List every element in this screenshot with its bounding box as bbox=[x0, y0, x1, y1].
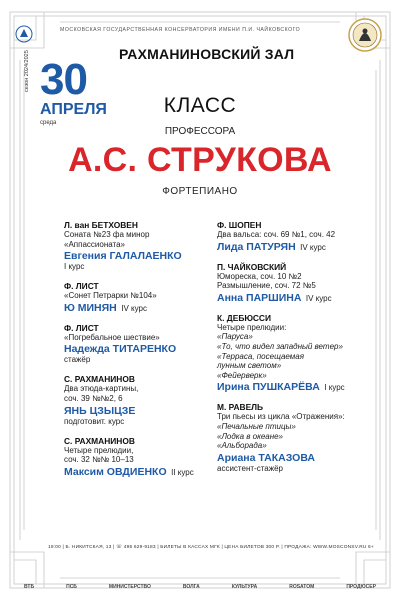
composer-name: Л. ван БЕТХОВЕН bbox=[64, 220, 138, 230]
performer-status: ассистент-стажёр bbox=[217, 463, 283, 473]
sponsor-logo: ПРОДЮСЕР bbox=[346, 584, 376, 590]
date-day: 30 bbox=[40, 55, 87, 104]
program-item bbox=[64, 374, 214, 426]
performer-line bbox=[64, 404, 214, 417]
composer-name: С. РАХМАНИНОВ bbox=[64, 435, 135, 446]
program-item bbox=[217, 220, 367, 253]
work-part: «То, что видел западный ветер» bbox=[217, 341, 343, 351]
work-part: «Фейерверк» bbox=[217, 370, 267, 380]
performer-line bbox=[64, 301, 214, 314]
work-title: соч. 32 №№ 10–13 bbox=[64, 455, 134, 465]
work-title: соч. 39 №№2, 6 bbox=[64, 393, 123, 403]
sponsor-logo: ВОЛГА bbox=[182, 584, 200, 590]
program-item bbox=[64, 220, 214, 272]
work-title: Два этюда-картины, bbox=[64, 384, 139, 394]
work-title: Соната №23 фа минор bbox=[64, 230, 150, 239]
performer-line bbox=[217, 380, 367, 393]
performer-name: Лида ПАТУРЯН bbox=[217, 240, 296, 253]
professor-name: А.С. СТРУКОВА bbox=[68, 141, 332, 179]
work-title: Четыре прелюдии, bbox=[64, 445, 134, 455]
work-title: Три пьесы из цикла «Отражения»: bbox=[217, 412, 345, 422]
work-part: «Терраса, посещаемая bbox=[217, 351, 304, 361]
program-item bbox=[64, 436, 214, 478]
performer-name: Ариана ТАКАЗОВА bbox=[217, 451, 315, 464]
sponsor-logo: КУЛЬТУРА bbox=[231, 584, 258, 590]
program-left-column bbox=[64, 220, 214, 487]
composer-name: П. ЧАЙКОВСКИЙ bbox=[217, 261, 287, 272]
program-item bbox=[217, 402, 367, 473]
composer-name: Ф. ШОПЕН bbox=[217, 220, 262, 230]
performer-year: II курс bbox=[171, 467, 194, 477]
performer-name: Максим ОВДИЕНКО bbox=[64, 465, 167, 478]
performer-name: Ирина ПУШКАРЁВА bbox=[217, 381, 320, 394]
program-item bbox=[64, 281, 214, 314]
performer-line bbox=[64, 249, 214, 262]
program-item bbox=[217, 262, 367, 304]
work-title: «Погребальное шествие» bbox=[64, 332, 160, 342]
sponsor-logo: ROSATOM bbox=[289, 584, 315, 590]
sponsor-logo: ПСБ bbox=[66, 584, 77, 590]
performer-name: Ю МИНЯН bbox=[64, 301, 117, 314]
title-professor: ПРОФЕССОРА bbox=[164, 126, 236, 137]
hall-name: РАХМАНИНОВСКИЙ ЗАЛ bbox=[119, 46, 295, 62]
performer-name: Евгения ГАЛАЛАЕНКО bbox=[64, 250, 182, 263]
composer-name: М. РАВЕЛЬ bbox=[217, 402, 264, 413]
performer-name: ЯНЬ ЦЗЫЦЗЕ bbox=[64, 404, 136, 417]
institution-name: МОСКОВСКАЯ ГОСУДАРСТВЕННАЯ КОНСЕРВАТОРИЯ ИМЕНИ П.И. ЧАЙКОВСКОГО bbox=[60, 27, 301, 33]
program-right-column bbox=[217, 220, 367, 483]
performer-line bbox=[217, 240, 367, 253]
work-part: «Паруса» bbox=[217, 332, 253, 342]
season-label: сезон 2024/2025 bbox=[24, 50, 30, 92]
work-part: «Печальные птицы» bbox=[217, 421, 296, 431]
footer-info: 19:00 | Б. НИКИТСКАЯ, 13 | ☏ 495 629-9183 | БИЛЕТЫ В КАССАХ МГК | ЦЕНА БИЛЕТОВ 300 Р. | ПРОДАЖА: WWW.MOSCONSV.RU 6+ bbox=[48, 545, 374, 550]
work-title: Два вальса: соч. 69 №1, соч. 42 bbox=[217, 230, 336, 239]
performer-year: I курс bbox=[324, 383, 345, 393]
performer-name: Надежда ТИТАРЕНКО bbox=[64, 343, 177, 356]
sponsor-logo: МИНИСТЕРСТВО bbox=[108, 584, 151, 590]
work-title: «Аппассионата» bbox=[64, 239, 125, 249]
performer-line bbox=[217, 291, 367, 304]
performer-year: IV курс bbox=[121, 303, 147, 313]
work-title: Размышление, соч. 72 №5 bbox=[217, 281, 316, 291]
work-title: «Сонет Петрарки №104» bbox=[64, 291, 157, 301]
instrument: ФОРТЕПИАНО bbox=[162, 186, 238, 197]
performer-year: IV курс bbox=[305, 293, 332, 303]
work-part: лунным светом» bbox=[217, 361, 282, 371]
date-month: АПРЕЛЯ bbox=[40, 101, 107, 118]
composer-name: Ф. ЛИСТ bbox=[64, 322, 99, 333]
program-item bbox=[64, 323, 214, 366]
performer-year: IV курс bbox=[300, 242, 326, 252]
sponsor-logo: ВТБ bbox=[24, 584, 35, 590]
conservatory-logo-icon bbox=[347, 17, 383, 53]
performer-line bbox=[64, 342, 214, 355]
composer-name: Ф. ЛИСТ bbox=[64, 281, 99, 292]
program-item bbox=[217, 313, 367, 394]
performer-status: подготовит. курс bbox=[64, 416, 125, 426]
date-weekday: среда bbox=[40, 120, 57, 126]
composer-name: С. РАХМАНИНОВ bbox=[64, 374, 135, 385]
performer-status: стажёр bbox=[64, 355, 91, 365]
ministry-emblem-icon bbox=[14, 24, 34, 44]
performer-line bbox=[217, 451, 367, 464]
title-class: КЛАСС bbox=[163, 94, 237, 117]
work-title: Юмореска, соч. 10 №2 bbox=[217, 271, 302, 281]
composer-name: К. ДЕБЮССИ bbox=[217, 312, 271, 323]
work-title: Четыре прелюдии: bbox=[217, 322, 287, 332]
sponsor-logos bbox=[24, 580, 376, 594]
performer-status: I курс bbox=[64, 262, 85, 272]
work-part: «Лодка в океане» bbox=[217, 431, 283, 441]
performer-name: Анна ПАРШИНА bbox=[217, 291, 302, 304]
performer-line bbox=[64, 465, 214, 478]
work-part: «Альборада» bbox=[217, 441, 267, 451]
